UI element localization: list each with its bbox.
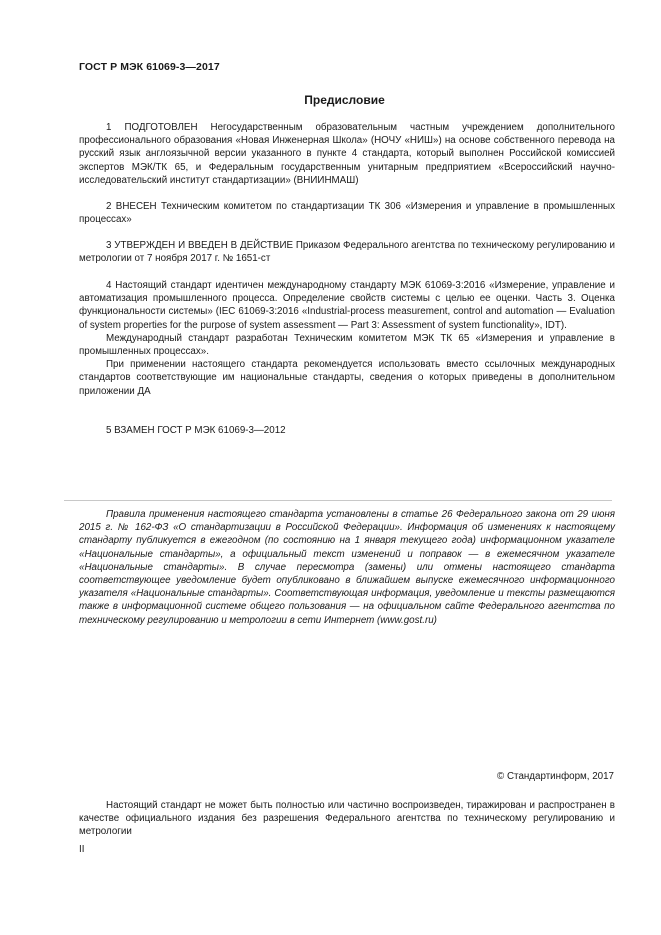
reproduction-notice-text: Настоящий стандарт не может быть полностью или частично воспроизведен, тиражирован и распространен в качестве официального издания без разрешения Федерального агентства по техническому регулированию и метрологии (79, 800, 615, 838)
section-5 (79, 424, 615, 437)
reproduction-notice (79, 799, 615, 839)
page-number: II (79, 844, 85, 855)
copyright-line: © Стандартинформ, 2017 (497, 771, 614, 782)
section-1-text: 1 ПОДГОТОВЛЕН Негосударственным образовательным частным учреждением дополнительного профессионального образования «Новая Инженерная Школа» (НОЧУ «НИШ») на основе собственного перевода на русский язык англоязычной версии указанного в пункте 4 стандарта, который выполнен Российской комиссией экспертов МЭК/ТК 65, и Федеральным государственным унитарным предприятием «Всероссийский научно-исследовательский институт стандартизации» (ВНИИНМАШ) (79, 122, 615, 186)
section-3-text: 3 УТВЕРЖДЕН И ВВЕДЕН В ДЕЙСТВИЕ Приказом Федерального агентства по техническому регулированию и метрологии от 7 ноября 2017 г. № 1651-ст (79, 240, 615, 265)
section-2 (79, 200, 615, 226)
notice-divider (64, 500, 612, 501)
section-3 (79, 239, 615, 265)
section-4-text: 4 Настоящий стандарт идентичен международному стандарту МЭК 61069-3:2016 «Измерение, управление и автоматизация промышленного процесса. Определение свойств системы с целью ее оценки. Часть 3. Оценка функциональности системы» (IEC 61069-3:2016 «Industrial-process measurement, control and automation — Evaluation of system properties for the purpose of system assessment — Part 3: Assessment of system functionality», IDT). (79, 280, 615, 331)
section-5-text: 5 ВЗАМЕН ГОСТ Р МЭК 61069-3—2012 (106, 425, 286, 436)
section-1 (79, 121, 615, 187)
section-2-text: 2 ВНЕСЕН Техническим комитетом по стандартизации ТК 306 «Измерения и управление в промышленных процессах» (79, 201, 615, 226)
standard-code-header: ГОСТ Р МЭК 61069-3—2017 (79, 61, 220, 73)
section-4-international-note: Международный стандарт разработан Техническим комитетом МЭК ТК 65 «Измерения и управление в промышленных процессах». (79, 332, 615, 358)
application-rules-notice (79, 508, 615, 627)
application-rules-text: Правила применения настоящего стандарта установлены в статье 26 Федерального закона от 29 июня 2015 г. № 162-ФЗ «О стандартизации в Российской Федерации». Информация об изменениях к настоящему стандарту публикуется в ежегодном (по состоянию на 1 января текущего года) информационном указателе «Национальные стандарты», а официальный текст изменений и поправок — в ежемесячном указателе «Национальные стандарты». В случае пересмотра (замены) или отмены настоящего стандарта соответствующее уведомление будет опубликовано в ближайшем выпуске ежемесячного информационного указателя «Национальные стандарты». Соответствующая информация, уведомление и тексты размещаются также в информационной системе общего пользования — на официальном сайте Федерального агентства по техническому регулированию и метрологии в сети Интернет (www.gost.ru) (79, 509, 615, 626)
section-4-application-note: При применении настоящего стандарта рекомендуется использовать вместо ссылочных международных стандартов соответствующие им национальные стандарты, сведения о которых приведены в дополнительном приложении ДА (79, 359, 615, 397)
page-title (0, 93, 661, 107)
page-title-text: Предисловие (304, 93, 385, 107)
section-4 (79, 279, 615, 398)
